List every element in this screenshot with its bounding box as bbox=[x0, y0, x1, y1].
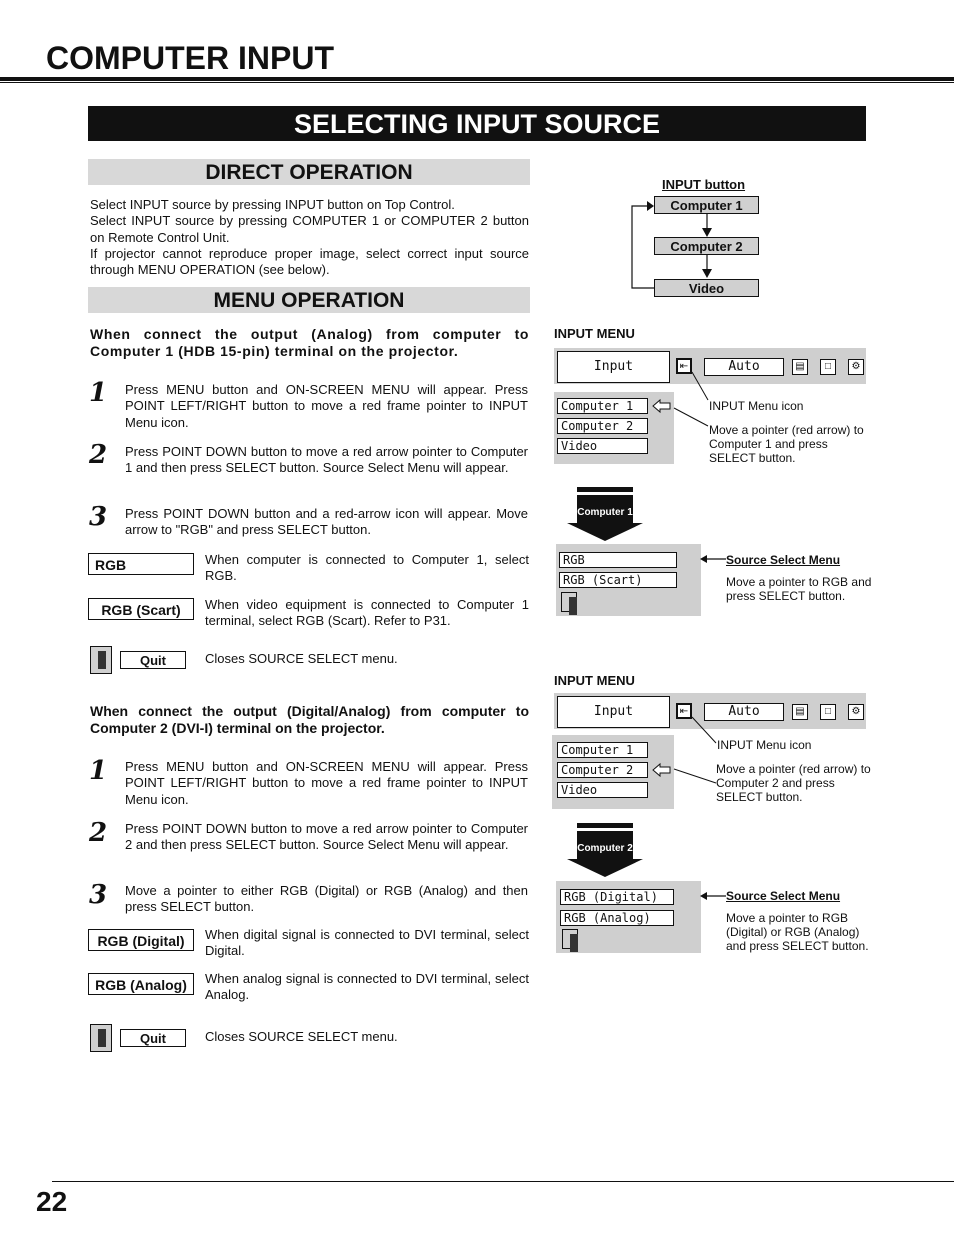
direct-p3: If projector cannot reproduce proper image, select correct input source through MENU OPERATION (see below). bbox=[90, 245, 529, 278]
auto-label: Auto bbox=[704, 358, 784, 376]
quit-desc: Closes SOURCE SELECT menu. bbox=[205, 1029, 398, 1044]
flow-computer-2: Computer 2 bbox=[654, 237, 759, 255]
s2-step3-text: Move a pointer to either RGB (Digital) or RGB (Analog) and then press SELECT button. bbox=[125, 883, 528, 915]
pointer-arrow-icon bbox=[652, 398, 672, 414]
list-computer-1: Computer 1 bbox=[557, 742, 648, 758]
title-rule bbox=[0, 77, 954, 81]
funnel-label-computer-1: Computer 1 bbox=[577, 507, 633, 518]
option-rgb-digital-desc: When digital signal is connected to DVI terminal, select Digital. bbox=[205, 927, 529, 959]
quit-button: Quit bbox=[120, 1029, 186, 1047]
quit-desc: Closes SOURCE SELECT menu. bbox=[205, 651, 398, 666]
section-banner: SELECTING INPUT SOURCE bbox=[88, 106, 866, 141]
flow-arrows bbox=[625, 196, 765, 298]
source-select-title: Source Select Menu bbox=[726, 889, 841, 903]
input-menu-title: INPUT MENU bbox=[554, 673, 635, 688]
direct-operation-heading: DIRECT OPERATION bbox=[88, 159, 530, 185]
pointer-arrow-icon bbox=[652, 762, 672, 778]
option-rgb-scart-desc: When video equipment is connected to Computer 1 terminal, select RGB (Scart). Refer to P31. bbox=[205, 597, 529, 629]
s2-step2-number: 2 bbox=[89, 818, 108, 848]
s1-step2-number: 2 bbox=[89, 440, 108, 470]
door-exit-icon bbox=[561, 592, 577, 612]
list-computer-2: Computer 2 bbox=[557, 762, 648, 778]
image-select-icon: □ bbox=[820, 704, 836, 720]
input-menu-title: INPUT MENU bbox=[554, 326, 635, 341]
source-rgb-scart: RGB (Scart) bbox=[559, 572, 677, 588]
pc-adjust-icon: ▤ bbox=[792, 704, 808, 720]
door-exit-icon bbox=[562, 929, 578, 949]
page-number: 22 bbox=[36, 1186, 68, 1217]
s2-step1-text: Press MENU button and ON-SCREEN MENU will appear. Press POINT LEFT/RIGHT button to move a red frame pointer to INPUT Menu icon. bbox=[125, 759, 528, 807]
s1-step1-text: Press MENU button and ON-SCREEN MENU will appear. Press POINT LEFT/RIGHT button to move a red frame pointer to INPUT Menu icon. bbox=[125, 382, 528, 430]
input-label: Input bbox=[557, 696, 670, 728]
callout-lines-1 bbox=[672, 370, 712, 430]
page-title: COMPUTER INPUT bbox=[46, 40, 334, 76]
footer-rule bbox=[52, 1181, 954, 1182]
s2-step2-text: Press POINT DOWN button to move a red arrow pointer to Computer 2 and then press SELECT button. Source Select Menu will appear. bbox=[125, 821, 528, 853]
callout-arrow-source-1 bbox=[700, 553, 726, 565]
list-computer-2: Computer 2 bbox=[557, 418, 648, 434]
menu-operation-heading: MENU OPERATION bbox=[88, 287, 530, 313]
direct-operation-text bbox=[90, 197, 529, 278]
note-pointer: Move a pointer (red arrow) to Computer 1 and press SELECT button. bbox=[709, 423, 864, 465]
direct-p1: Select INPUT source by pressing INPUT button on Top Control. bbox=[90, 197, 455, 212]
input-label: Input bbox=[557, 351, 670, 383]
callout-arrow-source-2 bbox=[700, 890, 726, 902]
s1-step3-number: 3 bbox=[89, 502, 108, 532]
option-rgb-digital: RGB (Digital) bbox=[88, 929, 194, 951]
note-pointer: Move a pointer (red arrow) to Computer 2 and press SELECT button. bbox=[716, 762, 871, 804]
input-menu-icon: ⇤ bbox=[676, 358, 692, 374]
door-exit-icon bbox=[90, 646, 112, 674]
flow-video: Video bbox=[654, 279, 759, 297]
option-rgb-scart: RGB (Scart) bbox=[88, 598, 194, 620]
callout-lines-2 bbox=[672, 715, 718, 795]
quit-button: Quit bbox=[120, 651, 186, 669]
direct-p2: Select INPUT source by pressing COMPUTER 1 or COMPUTER 2 button on Remote Control Unit. bbox=[90, 213, 529, 245]
source-select-note: Move a pointer to RGB (Digital) or RGB (Analog) and press SELECT button. bbox=[726, 911, 869, 953]
funnel-label-computer-2: Computer 2 bbox=[577, 843, 633, 854]
list-computer-1: Computer 1 bbox=[557, 398, 648, 414]
source-rgb-analog: RGB (Analog) bbox=[560, 910, 674, 926]
note-input-menu-icon: INPUT Menu icon bbox=[709, 399, 804, 413]
list-video: Video bbox=[557, 438, 648, 454]
section1-intro: When connect the output (Analog) from computer to Computer 1 (HDB 15-pin) terminal on the projector. bbox=[90, 326, 529, 359]
source-rgb: RGB bbox=[559, 552, 677, 568]
section2-intro: When connect the output (Digital/Analog) from computer to Computer 2 (DVI-I) terminal on the projector. bbox=[90, 703, 529, 736]
source-select-title: Source Select Menu bbox=[726, 553, 841, 567]
option-rgb: RGB bbox=[88, 553, 194, 575]
option-rgb-desc: When computer is connected to Computer 1, select RGB. bbox=[205, 552, 529, 584]
source-rgb-digital: RGB (Digital) bbox=[560, 889, 674, 905]
option-rgb-analog: RGB (Analog) bbox=[88, 973, 194, 995]
note-input-menu-icon: INPUT Menu icon bbox=[717, 738, 812, 752]
s1-step2-text: Press POINT DOWN button to move a red arrow pointer to Computer 1 and then press SELECT button. Source Select Menu will appear. bbox=[125, 444, 528, 476]
list-video: Video bbox=[557, 782, 648, 798]
input-button-label: INPUT button bbox=[662, 177, 746, 192]
image-select-icon: □ bbox=[820, 359, 836, 375]
flow-computer-1: Computer 1 bbox=[654, 196, 759, 214]
s1-step1-number: 1 bbox=[89, 378, 108, 408]
settings-icon: ⚙ bbox=[848, 704, 864, 720]
s2-step1-number: 1 bbox=[89, 756, 108, 786]
source-select-note: Move a pointer to RGB and press SELECT button. bbox=[726, 575, 872, 603]
door-exit-icon bbox=[90, 1024, 112, 1052]
s2-step3-number: 3 bbox=[89, 880, 108, 910]
title-rule-thin bbox=[0, 82, 954, 83]
pc-adjust-icon: ▤ bbox=[792, 359, 808, 375]
settings-icon: ⚙ bbox=[848, 359, 864, 375]
input-menu-icon: ⇤ bbox=[676, 703, 692, 719]
auto-label: Auto bbox=[704, 703, 784, 721]
s1-step3-text: Press POINT DOWN button and a red-arrow icon will appear. Move arrow to "RGB" and press SELECT button. bbox=[125, 506, 528, 538]
option-rgb-analog-desc: When analog signal is connected to DVI terminal, select Analog. bbox=[205, 971, 529, 1003]
